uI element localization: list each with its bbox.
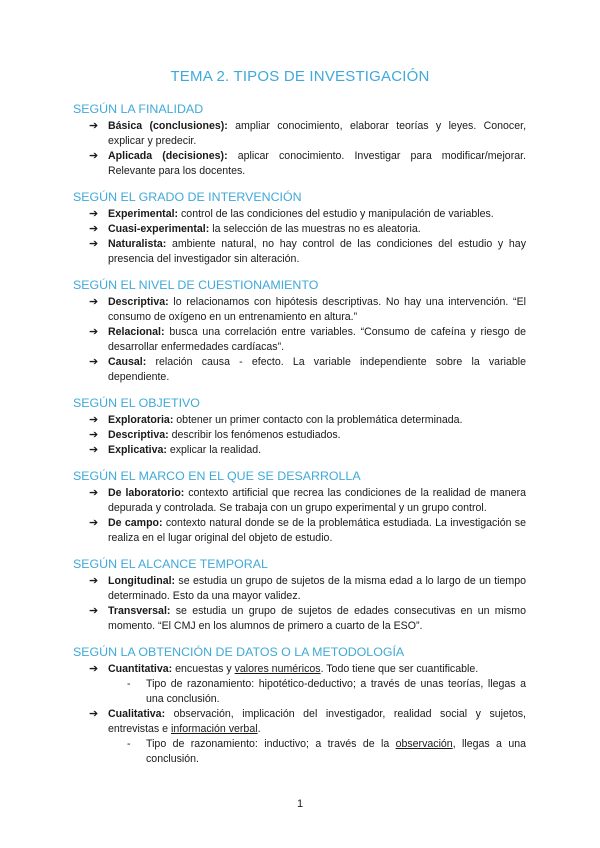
item-term: Cualitativa: (108, 708, 166, 720)
sub-list-container (108, 737, 526, 767)
item-text: contexto artificial que recrea las condiciones de la realidad de manera depurada y controlada. Se trabaja con un grupo experimental y un grupo control. (108, 487, 527, 514)
item-list (73, 207, 526, 267)
arrow-icon: ➔ (89, 663, 99, 675)
section (73, 277, 526, 385)
item-term: De campo: (108, 517, 163, 529)
list-item (89, 413, 526, 428)
item-text: contexto natural donde se de la problemática estudiada. La investigación se realiza en el lugar original del objeto de estudio. (108, 517, 526, 544)
sub-item-text: Tipo de razonamiento: inductivo; a través de la (146, 738, 396, 750)
sub-list (108, 677, 526, 707)
section (73, 395, 526, 458)
item-text: lo relacionamos con hipótesis descriptivas. No hay una intervención. “El consumo de oxígeno en un entrenamiento en altura.” (108, 296, 526, 323)
list-item-cualitativa (89, 707, 526, 737)
item-term: Relacional: (108, 326, 165, 338)
item-text: observación, implicación del investigador, realidad social y sujetos, entrevistas e (108, 708, 526, 735)
page-title: TEMA 2. TIPOS DE INVESTIGACIÓN (170, 68, 430, 85)
list-item (89, 149, 526, 179)
list-item (89, 486, 527, 516)
list-item (89, 325, 526, 355)
item-term: Cuasi-experimental: (108, 223, 210, 235)
sub-list-container (108, 677, 526, 707)
underlined-text: valores numéricos (234, 663, 321, 675)
item-text: . Todo tiene que ser cuantificable. (320, 663, 479, 675)
section (73, 468, 526, 546)
dash-bullet: - (127, 678, 131, 690)
item-text: encuestas y (172, 663, 235, 675)
arrow-icon: ➔ (89, 605, 99, 617)
section-heading: SEGÚN LA FINALIDAD (73, 102, 204, 116)
item-text: control de las condiciones del estudio y manipulación de variables. (178, 208, 494, 220)
dash-bullet: - (127, 738, 131, 750)
list-item (89, 119, 527, 149)
sections-container (73, 101, 526, 634)
section-heading: SEGÚN EL MARCO EN EL QUE SE DESARROLLA (73, 469, 361, 483)
arrow-icon: ➔ (89, 517, 99, 529)
arrow-icon: ➔ (89, 326, 99, 338)
list-item-cuantitativa (89, 662, 526, 677)
underlined-text: observación (395, 738, 453, 750)
item-text: busca una correlación entre variables. “Consumo de cafeína y riesgo de desarrollar enfermedades cardíacas”. (108, 326, 526, 353)
sub-item-text: , llegas a una conclusión. (146, 738, 526, 765)
section-heading: SEGÚN EL ALCANCE TEMPORAL (73, 557, 268, 571)
list-item (89, 428, 526, 443)
section-methodology (73, 644, 526, 767)
arrow-icon: ➔ (89, 208, 99, 220)
arrow-icon: ➔ (89, 296, 99, 308)
item-text: aplicar conocimiento. Investigar para modificar/mejorar. Relevante para los docentes. (108, 150, 526, 177)
section-heading: SEGÚN EL OBJETIVO (73, 396, 200, 410)
arrow-icon: ➔ (89, 429, 99, 441)
list-item (89, 604, 526, 634)
sub-item (127, 737, 526, 767)
item-text: explicar la realidad. (166, 444, 262, 456)
arrow-icon: ➔ (89, 238, 99, 250)
arrow-icon: ➔ (89, 575, 99, 587)
item-list (73, 119, 526, 179)
item-list (73, 413, 526, 458)
arrow-icon: ➔ (89, 487, 99, 499)
list-item (89, 207, 526, 222)
item-list (73, 486, 526, 546)
list-item (89, 516, 526, 546)
item-term: Aplicada (decisiones): (108, 150, 228, 162)
item-text: la selección de las muestras no es aleatoria. (209, 223, 421, 235)
section-heading: SEGÚN EL GRADO DE INTERVENCIÓN (73, 190, 302, 204)
list-item (89, 237, 526, 267)
item-term: Exploratoria: (108, 414, 174, 426)
content (73, 101, 526, 777)
arrow-icon: ➔ (89, 356, 99, 368)
arrow-icon: ➔ (89, 120, 99, 132)
item-text: se estudia un grupo de sujetos de edades consecutivas en un mismo momento. “El CMJ en los alumnos de primero a cuarto de la ESO”. (108, 605, 526, 632)
item-term: Transversal: (108, 605, 171, 617)
arrow-icon: ➔ (89, 444, 99, 456)
item-text: ampliar conocimiento, elaborar teorías y leyes. Conocer, explicar y predecir. (108, 120, 527, 147)
item-term: Explicativa: (108, 444, 167, 456)
item-text: obtener un primer contacto con la problemática determinada. (173, 414, 463, 426)
item-text: se estudia un grupo de sujetos de la misma edad a lo largo de un tiempo determinado. Esto da una mayor validez. (108, 575, 526, 602)
list-item (89, 222, 526, 237)
item-term: Descriptiva: (108, 429, 169, 441)
list-item (89, 574, 526, 604)
item-text: relación causa - efecto. La variable independiente sobre la variable dependiente. (108, 356, 526, 383)
item-list (73, 574, 526, 634)
section-heading: SEGÚN EL NIVEL DE CUESTIONAMIENTO (73, 278, 319, 292)
section (73, 556, 526, 634)
item-term: Básica (conclusiones): (108, 120, 228, 132)
arrow-icon: ➔ (89, 414, 99, 426)
arrow-icon: ➔ (89, 708, 99, 720)
page-number: 1 (296, 798, 304, 810)
list-item (89, 355, 526, 385)
item-term: Causal: (108, 356, 147, 368)
section-heading: SEGÚN LA OBTENCIÓN DE DATOS O LA METODOLOGÍA (73, 645, 405, 659)
sub-item (127, 677, 526, 707)
item-term: Naturalista: (108, 238, 167, 250)
arrow-icon: ➔ (89, 223, 99, 235)
list-item (89, 443, 526, 458)
item-term: Longitudinal: (108, 575, 176, 587)
underlined-text: información verbal (171, 723, 258, 735)
section (73, 101, 526, 179)
list-item (89, 295, 526, 325)
item-term: Descriptiva: (108, 296, 169, 308)
item-text: describir los fenómenos estudiados. (168, 429, 341, 441)
item-list (73, 295, 526, 385)
item-term: Cuantitativa: (108, 663, 173, 675)
arrow-icon: ➔ (89, 150, 99, 162)
section (73, 189, 526, 267)
sub-item-text: Tipo de razonamiento: hipotético-deductivo; a través de unas teorías, llegas a una conclusión. (146, 678, 526, 705)
item-text: . (257, 723, 261, 735)
sub-list (108, 737, 526, 767)
item-list (73, 662, 526, 767)
item-text: ambiente natural, no hay control de las condiciones del estudio y hay presencia del investigador sin alteración. (108, 238, 526, 265)
item-term: Experimental: (108, 208, 179, 220)
item-term: De laboratorio: (108, 487, 185, 499)
